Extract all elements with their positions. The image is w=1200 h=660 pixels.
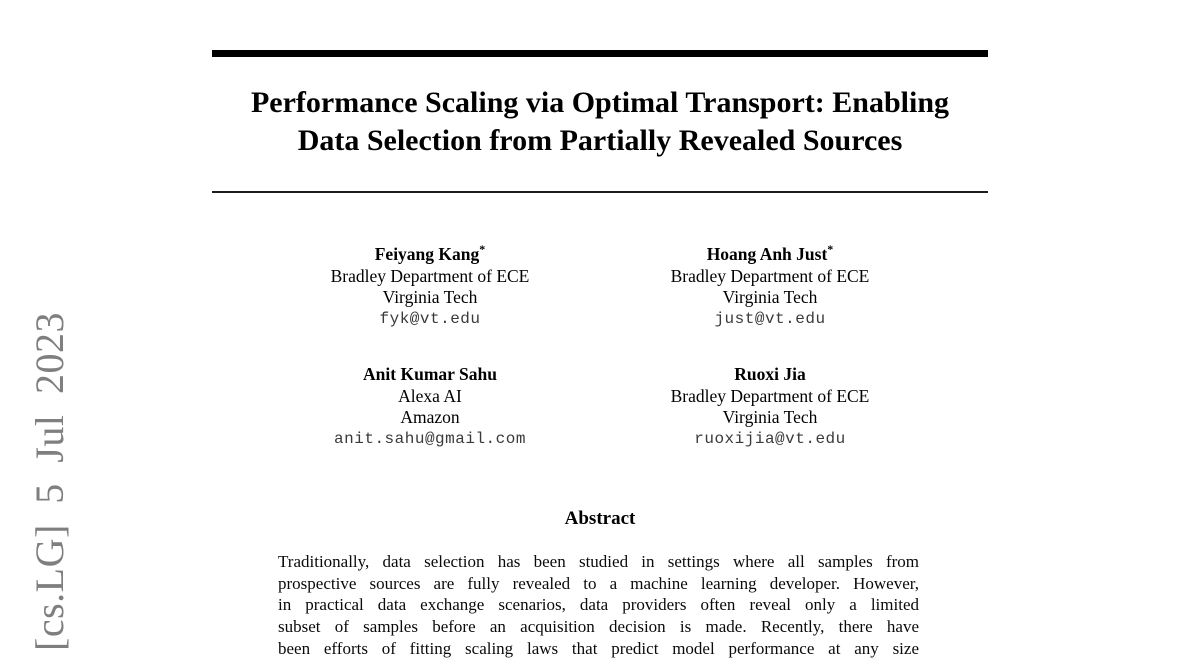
author-affiliation: Alexa AI	[398, 385, 462, 406]
author-affiliation: Virginia Tech	[722, 287, 818, 307]
title-rule-bottom	[212, 191, 988, 193]
author-block-hoang-anh-just	[600, 244, 940, 330]
author-affiliation: Bradley Department of ECE	[330, 265, 530, 286]
author-affiliation: Virginia Tech	[722, 407, 818, 427]
abstract-line: been efforts of fitting scaling laws that predict model performance at any size	[278, 638, 919, 658]
author-name: Ruoxi Jia	[734, 364, 806, 384]
author-email: anit.sahu@gmail.com	[334, 429, 526, 448]
author-email: ruoxijia@vt.edu	[694, 429, 846, 448]
author-affiliation: Virginia Tech	[382, 287, 478, 307]
author-affiliation: Amazon	[400, 407, 460, 427]
author-email: fyk@vt.edu	[379, 309, 481, 328]
abstract-line: subset of samples before an acquisition decision is made. Recently, there have	[278, 617, 919, 637]
author-name: Anit Kumar Sahu	[363, 364, 497, 384]
abstract-line: prospective sources are fully revealed to a machine learning developer. However,	[278, 573, 919, 593]
author-block-anit-kumar-sahu	[260, 364, 600, 450]
abstract-line: in practical data exchange scenarios, data providers often reveal only a limited	[278, 595, 919, 615]
abstract-heading: Abstract	[564, 508, 636, 529]
footnote-asterisk: *	[479, 242, 486, 257]
paper-title	[200, 84, 1000, 160]
author-affiliation: Bradley Department of ECE	[670, 385, 870, 406]
paper-title-line2: Data Selection from Partially Revealed Sources	[297, 124, 903, 157]
author-affiliation: Bradley Department of ECE	[670, 265, 870, 286]
footnote-asterisk: *	[827, 242, 834, 257]
paper-title-line1: Performance Scaling via Optimal Transport: Enabling	[250, 86, 950, 119]
abstract-text	[278, 551, 919, 660]
authors-row-2	[200, 364, 1000, 450]
author-block-ruoxi-jia	[600, 364, 940, 450]
author-name: Hoang Anh Just*	[706, 242, 834, 264]
abstract-line: Traditionally, data selection has been studied in settings where all samples from	[278, 552, 919, 571]
author-email: just@vt.edu	[714, 309, 826, 328]
author-name: Feiyang Kang*	[374, 242, 486, 264]
author-block-feiyang-kang	[260, 244, 600, 330]
title-rule-top	[212, 50, 988, 57]
authors-row-1	[200, 244, 1000, 330]
arxiv-sidebar-label: [cs.LG] 5 Jul 2023	[27, 312, 72, 651]
